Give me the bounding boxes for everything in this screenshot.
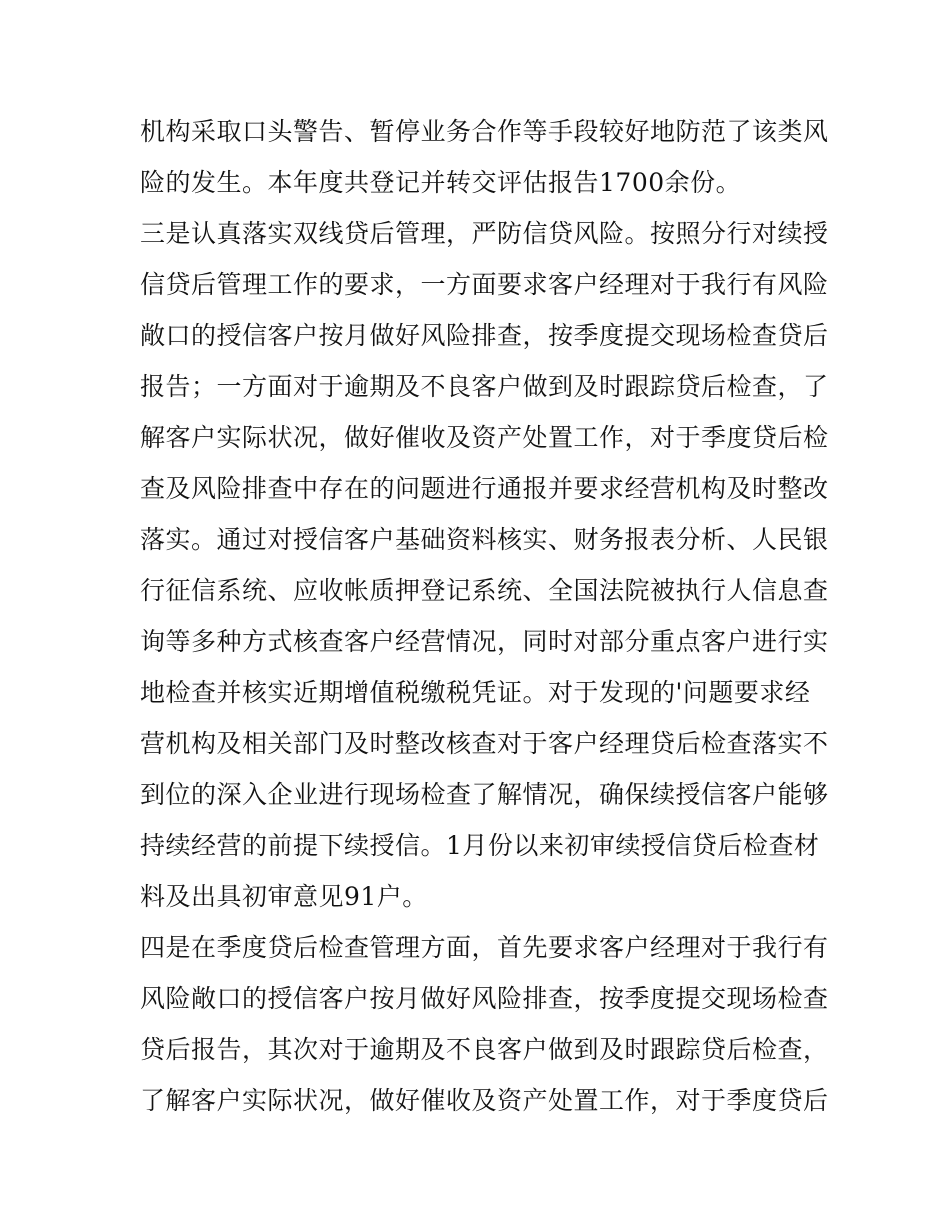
text-line: 解客户实际状况，做好催收及资产处置工作，对于季度贷后检 (140, 423, 829, 452)
text-line: 四是在季度贷后检查管理方面，首先要求客户经理对于我行有 (140, 933, 829, 962)
text-line: 询等多种方式核查客户经营情况，同时对部分重点客户进行实 (140, 627, 829, 656)
text-line: 三是认真落实双线贷后管理，严防信贷风险。按照分行对续授 (140, 219, 829, 248)
text-line: 料及出具初审意见91户。 (140, 882, 428, 911)
text-line: 持续经营的前提下续授信。1月份以来初审续授信贷后检查材 (140, 831, 820, 860)
text-line: 风险敞口的授信客户按月做好风险排查，按季度提交现场检查 (140, 984, 829, 1013)
text-line: 行征信系统、应收帐质押登记系统、全国法院被执行人信息查 (140, 576, 829, 605)
text-line: 落实。通过对授信客户基础资料核实、财务报表分析、人民银 (140, 525, 829, 554)
text-line: 到位的深入企业进行现场检查了解情况，确保续授信客户能够 (140, 780, 829, 809)
text-line: 查及风险排查中存在的问题进行通报并要求经营机构及时整改 (140, 474, 829, 503)
text-line: 了解客户实际状况，做好催收及资产处置工作，对于季度贷后 (140, 1086, 829, 1115)
text-line: 报告；一方面对于逾期及不良客户做到及时跟踪贷后检查，了 (140, 372, 829, 401)
text-line: 机构采取口头警告、暂停业务合作等手段较好地防范了该类风 (140, 117, 829, 146)
text-line: 险的发生。本年度共登记并转交评估报告1700余份。 (140, 168, 742, 197)
text-line: 地检查并核实近期增值税缴税凭证。对于发现的'问题要求经 (140, 678, 811, 707)
body-text (140, 106, 829, 1126)
text-line: 营机构及相关部门及时整改核查对于客户经理贷后检查落实不 (140, 729, 829, 758)
text-line: 信贷后管理工作的要求，一方面要求客户经理对于我行有风险 (140, 270, 829, 299)
text-line: 贷后报告，其次对于逾期及不良客户做到及时跟踪贷后检查， (140, 1035, 829, 1064)
text-line: 敞口的授信客户按月做好风险排查，按季度提交现场检查贷后 (140, 321, 829, 350)
